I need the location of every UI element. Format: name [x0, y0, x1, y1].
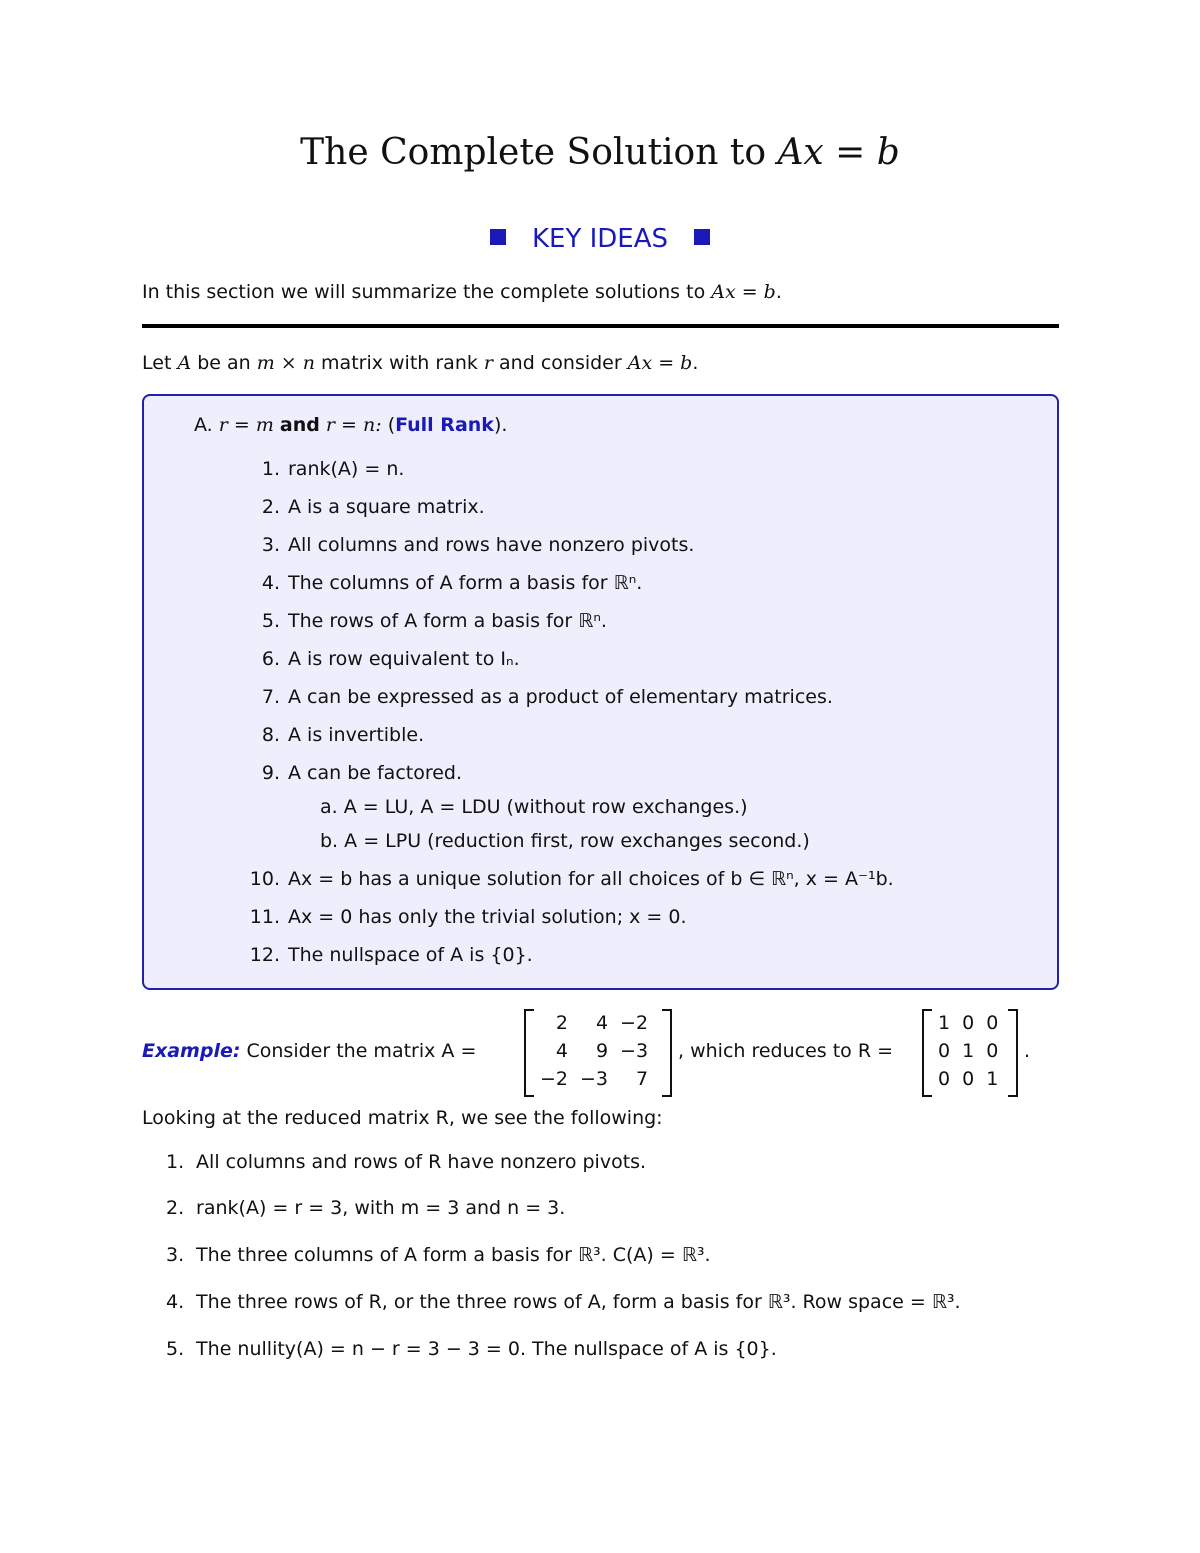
observation-item — [166, 1338, 777, 1360]
title-text: The Complete Solution to — [300, 132, 778, 173]
observation-item — [166, 1291, 961, 1313]
box-heading — [194, 414, 507, 436]
obs-num: 2. — [166, 1197, 185, 1219]
reduces-to-text: , which reduces to R = — [678, 1040, 894, 1062]
item-num: 7. — [261, 686, 280, 708]
obs-num: 4. — [166, 1291, 185, 1313]
list-item — [240, 944, 533, 966]
matrix-cell: −3 — [620, 1040, 649, 1062]
intro-end: . — [775, 281, 782, 303]
item-num: 9. — [261, 762, 280, 784]
obs-text: The three rows of R, or the three rows of A, form a basis for ℝ³. Row space = ℝ³. — [196, 1291, 961, 1313]
item-text: Ax = b has a unique solution for all choices of b ∈ ℝⁿ, x = A⁻¹b. — [288, 868, 894, 890]
bracket-left — [922, 1009, 932, 1097]
matrix-cell: 2 — [555, 1012, 569, 1034]
matrix-cell: −2 — [620, 1012, 649, 1034]
item-text: The columns of A form a basis for ℝⁿ. — [288, 572, 643, 594]
list-item — [240, 610, 607, 632]
bracket-right — [1008, 1009, 1018, 1097]
item-text: Ax = 0 has only the trivial solution; x = 0. — [288, 906, 687, 928]
item-text: rank(A) = n. — [288, 458, 405, 480]
obs-text: All columns and rows of R have nonzero pivots. — [196, 1151, 647, 1173]
let-p2: be an — [191, 352, 257, 374]
list-item — [240, 496, 485, 518]
list-item — [240, 648, 520, 670]
list-item — [240, 534, 694, 556]
example-text: Consider the matrix A = — [246, 1040, 477, 1062]
example-label: Example: — [142, 1040, 241, 1062]
item-num: 10. — [249, 868, 280, 890]
heading-cond2: r = n: — [325, 414, 382, 436]
horizontal-divider — [142, 324, 1059, 328]
matrix-cell: 9 — [595, 1040, 609, 1062]
let-p4: and consider — [493, 352, 628, 374]
let-p5: . — [692, 352, 699, 374]
let-r: r — [483, 352, 493, 374]
let-p1: Let — [142, 352, 178, 374]
page-title — [0, 132, 1200, 173]
observation-item — [166, 1151, 646, 1173]
item-text: A is row equivalent to Iₙ. — [288, 648, 520, 670]
bracket-left — [524, 1009, 534, 1097]
matrix-cell: 0 — [938, 1040, 951, 1062]
looking-paragraph: Looking at the reduced matrix R, we see the following: — [142, 1107, 663, 1129]
bracket-right — [662, 1009, 672, 1097]
item-text: A is a square matrix. — [288, 496, 485, 518]
sub-item — [320, 796, 748, 818]
let-eq: Ax = b — [627, 352, 693, 374]
matrix-cell: −3 — [580, 1068, 609, 1090]
item-num: 8. — [261, 724, 280, 746]
list-item — [240, 724, 424, 746]
sub-label: a. — [320, 796, 338, 818]
list-item — [240, 762, 462, 784]
matrix-cell: 1 — [962, 1040, 975, 1062]
sub-label: b. — [320, 830, 339, 852]
item-num: 3. — [261, 534, 280, 556]
title-math: Ax = b — [777, 132, 900, 173]
matrix-cell: −2 — [540, 1068, 569, 1090]
let-p3: matrix with rank — [315, 352, 484, 374]
item-text: All columns and rows have nonzero pivots. — [288, 534, 695, 556]
matrix-a-grid — [534, 1009, 654, 1093]
item-text: A can be factored. — [288, 762, 463, 784]
intro-paragraph — [142, 281, 782, 303]
let-mn: m × n — [256, 352, 315, 374]
heading-cond1: r = m — [218, 414, 274, 436]
sub-text: A = LPU (reduction first, row exchanges second.) — [344, 830, 810, 852]
list-item — [240, 868, 894, 890]
item-text: A is invertible. — [288, 724, 425, 746]
heading-prefix: A. — [194, 414, 213, 436]
obs-num: 5. — [166, 1338, 185, 1360]
heading-open: ( — [387, 414, 396, 436]
matrix-cell: 4 — [555, 1040, 569, 1062]
item-text: The nullspace of A is {0}. — [288, 944, 533, 966]
observation-item — [166, 1244, 711, 1266]
matrix-cell: 1 — [938, 1012, 951, 1034]
sub-item — [320, 830, 810, 852]
matrix-cell: 4 — [595, 1012, 609, 1034]
key-ideas-label: KEY IDEAS — [531, 224, 669, 254]
square-bullet-icon — [694, 229, 710, 245]
let-statement — [142, 352, 698, 374]
matrix-cell: 0 — [938, 1068, 951, 1090]
matrix-cell: 0 — [962, 1012, 975, 1034]
item-num: 6. — [261, 648, 280, 670]
matrix-r — [922, 1009, 1018, 1097]
item-num: 5. — [261, 610, 280, 632]
obs-text: The nullity(A) = n − r = 3 − 3 = 0. The nullspace of A is {0}. — [196, 1338, 777, 1360]
item-text: A can be expressed as a product of elementary matrices. — [288, 686, 833, 708]
list-item — [240, 572, 642, 594]
matrix-cell: 0 — [986, 1040, 999, 1062]
obs-text: rank(A) = r = 3, with m = 3 and n = 3. — [196, 1197, 566, 1219]
matrix-r-grid — [932, 1009, 1004, 1093]
heading-and: and — [279, 414, 320, 436]
list-item — [240, 458, 404, 480]
obs-num: 1. — [166, 1151, 185, 1173]
square-bullet-icon — [490, 229, 506, 245]
example-end: . — [1024, 1040, 1031, 1062]
intro-math: Ax = b — [711, 281, 776, 303]
matrix-cell: 0 — [986, 1012, 999, 1034]
heading-close: ). — [493, 414, 508, 436]
item-text: The rows of A form a basis for ℝⁿ. — [288, 610, 607, 632]
observation-item — [166, 1197, 565, 1219]
intro-text: In this section we will summarize the complete solutions to — [142, 281, 712, 303]
matrix-a — [524, 1009, 672, 1097]
list-item — [240, 686, 833, 708]
sub-text: A = LU, A = LDU (without row exchanges.) — [343, 796, 748, 818]
list-item — [240, 906, 687, 928]
matrix-cell: 0 — [962, 1068, 975, 1090]
key-ideas-heading — [0, 224, 1200, 254]
matrix-cell: 1 — [986, 1068, 999, 1090]
item-num: 2. — [261, 496, 280, 518]
obs-text: The three columns of A form a basis for ℝ³. C(A) = ℝ³. — [196, 1244, 711, 1266]
item-num: 1. — [261, 458, 280, 480]
obs-num: 3. — [166, 1244, 185, 1266]
matrix-cell: 7 — [635, 1068, 649, 1090]
item-num: 4. — [261, 572, 280, 594]
item-num: 12. — [249, 944, 280, 966]
full-rank-box — [142, 394, 1059, 990]
example-line — [142, 1040, 476, 1062]
item-num: 11. — [249, 906, 280, 928]
let-a: A — [177, 352, 192, 374]
full-rank-label: Full Rank — [395, 414, 494, 436]
